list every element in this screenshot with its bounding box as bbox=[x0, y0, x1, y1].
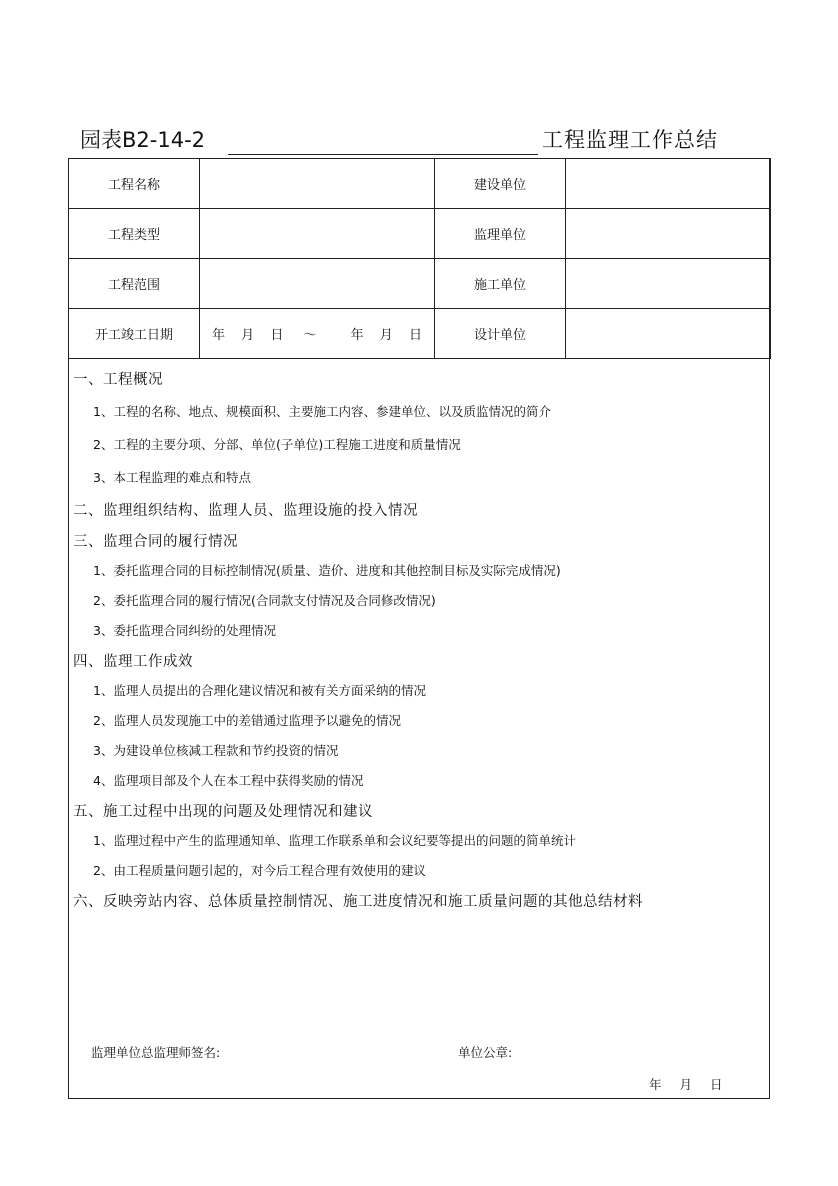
start-year: 年 bbox=[212, 328, 226, 343]
start-end-date-field[interactable] bbox=[200, 309, 435, 359]
project-name-underline bbox=[228, 154, 538, 155]
start-day: 日 bbox=[270, 328, 284, 343]
section-title: 六、反映旁站内容、总体质量控制情况、施工进度情况和施工质量问题的其他总结材料 bbox=[73, 894, 643, 910]
list-item: 3、委托监理合同纠纷的处理情况 bbox=[93, 623, 276, 638]
end-year: 年 bbox=[350, 328, 364, 343]
section-title: 五、施工过程中出现的问题及处理情况和建议 bbox=[73, 804, 373, 820]
list-item: 1、工程的名称、地点、规模面积、主要施工内容、参建单位、以及质监情况的简介 bbox=[93, 404, 551, 419]
supervision-unit-field[interactable] bbox=[566, 209, 771, 259]
table-row bbox=[69, 159, 771, 209]
design-unit-label: 设计单位 bbox=[435, 309, 566, 359]
project-scope-field[interactable] bbox=[200, 259, 435, 309]
section-title: 四、监理工作成效 bbox=[73, 654, 193, 670]
construction-unit-field[interactable] bbox=[566, 159, 771, 209]
end-day: 日 bbox=[408, 328, 422, 343]
list-item: 1、委托监理合同的目标控制情况(质量、造价、进度和其他控制目标及实际完成情况) bbox=[93, 563, 561, 578]
table-row bbox=[69, 309, 771, 359]
end-month: 月 bbox=[379, 328, 393, 343]
section-title: 二、监理组织结构、监理人员、监理设施的投入情况 bbox=[73, 503, 418, 519]
table-row bbox=[69, 209, 771, 259]
form-title: 工程监理工作总结 bbox=[542, 128, 718, 152]
section-title: 三、监理合同的履行情况 bbox=[73, 534, 238, 550]
list-item: 2、工程的主要分项、分部、单位(子单位)工程施工进度和质量情况 bbox=[93, 437, 461, 452]
supervision-unit-label: 监理单位 bbox=[435, 209, 566, 259]
list-item: 1、监理过程中产生的监理通知单、监理工作联系单和会议纪要等提出的问题的简单统计 bbox=[93, 833, 576, 848]
date-range-tilde: ～ bbox=[303, 328, 317, 343]
form-code: 园表B2-14-2 bbox=[80, 128, 206, 152]
project-name-label: 工程名称 bbox=[69, 159, 200, 209]
list-item: 3、本工程监理的难点和特点 bbox=[93, 470, 251, 485]
start-end-date-label: 开工竣工日期 bbox=[69, 309, 200, 359]
project-scope-label: 工程范围 bbox=[69, 259, 200, 309]
form-frame bbox=[68, 158, 770, 1099]
list-item: 2、委托监理合同的履行情况(合同款支付情况及合同修改情况) bbox=[93, 593, 436, 608]
unit-seal-label: 单位公章: bbox=[458, 1045, 513, 1060]
list-item: 3、为建设单位核减工程款和节约投资的情况 bbox=[93, 743, 339, 758]
project-type-label: 工程类型 bbox=[69, 209, 200, 259]
construction-unit-label: 建设单位 bbox=[435, 159, 566, 209]
project-type-field[interactable] bbox=[200, 209, 435, 259]
section-title: 一、工程概况 bbox=[73, 372, 163, 388]
contractor-unit-label: 施工单位 bbox=[435, 259, 566, 309]
list-item: 4、监理项目部及个人在本工程中获得奖励的情况 bbox=[93, 773, 364, 788]
signature-date: 年 月 日 bbox=[649, 1077, 723, 1092]
project-info-table bbox=[68, 158, 771, 359]
design-unit-field[interactable] bbox=[566, 309, 771, 359]
list-item: 2、由工程质量问题引起的，对今后工程合理有效使用的建议 bbox=[93, 863, 426, 878]
list-item: 1、监理人员提出的合理化建议情况和被有关方面采纳的情况 bbox=[93, 683, 426, 698]
list-item: 2、监理人员发现施工中的差错通过监理予以避免的情况 bbox=[93, 713, 401, 728]
contractor-unit-field[interactable] bbox=[566, 259, 771, 309]
table-row bbox=[69, 259, 771, 309]
chief-supervisor-signature-label: 监理单位总监理师签名: bbox=[91, 1045, 221, 1060]
form-header bbox=[80, 124, 770, 158]
start-month: 月 bbox=[241, 328, 255, 343]
project-name-field[interactable] bbox=[200, 159, 435, 209]
